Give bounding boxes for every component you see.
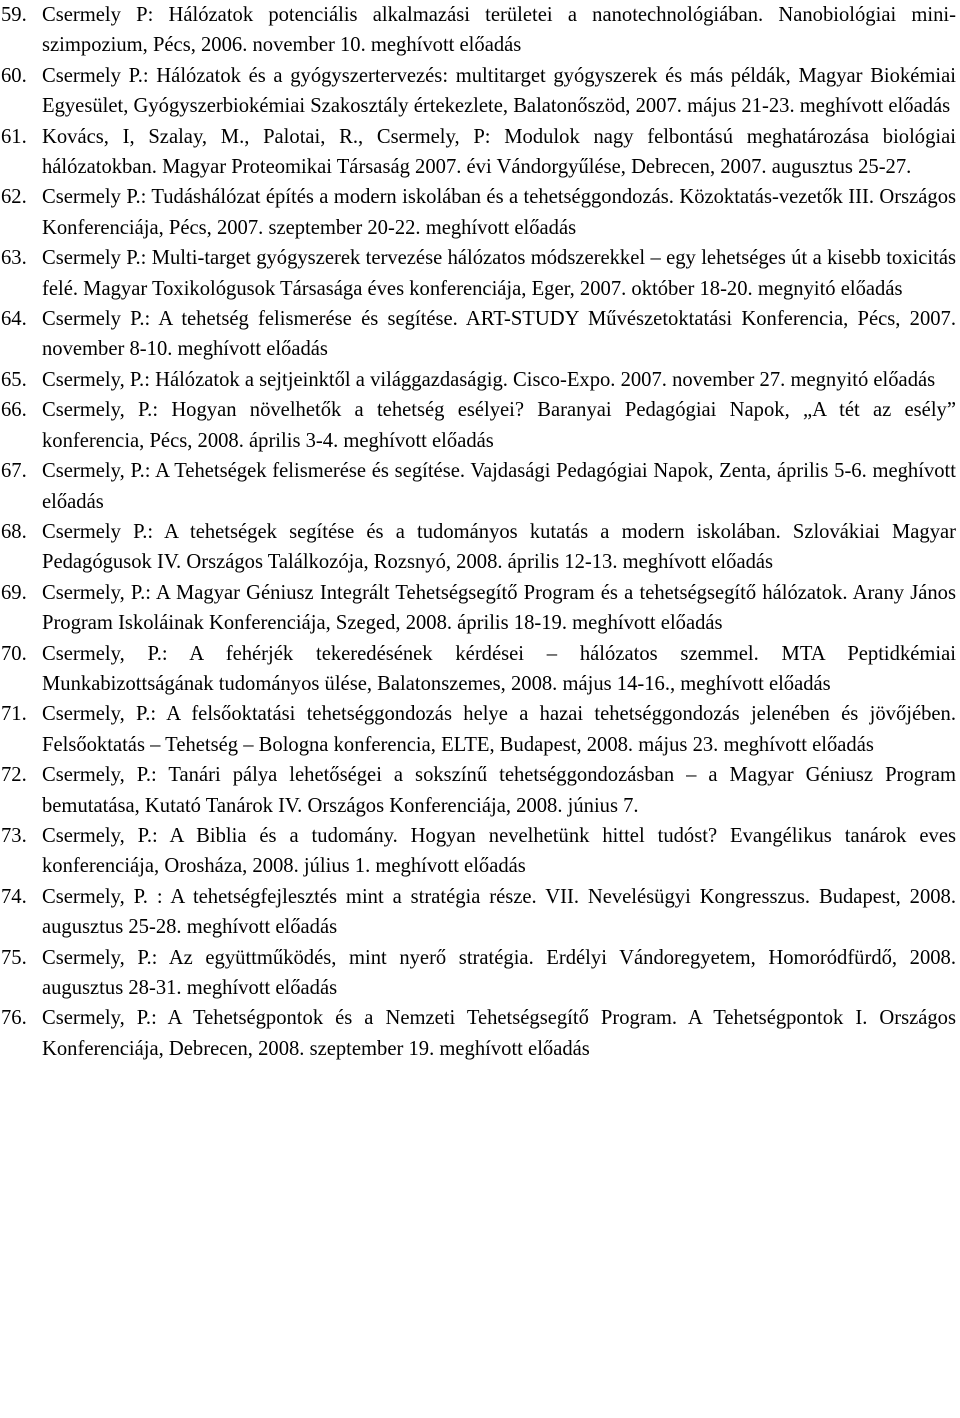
reference-item [0, 1003, 956, 1064]
reference-item [0, 882, 956, 943]
reference-text: Csermely P.: Tudáshálózat építés a modern iskolában és a tehetséggondozás. Közoktatás-vezetők III. Országos Konferenciája, Pécs, 2007. szeptember 20-22. meghívott előadás [42, 186, 956, 239]
reference-text: Csermely, P.: A Magyar Géniusz Integrált Tehetségsegítő Program és a tehetségsegítő hálózatok. Arany János Program Iskoláinak Konferenciája, Szeged, 2008. április 18-19. meghívott előadás [42, 581, 956, 635]
reference-text: Csermely P.: A tehetség felismerése és segítése. ART-STUDY Művészetoktatási Konferencia, Pécs, 2007. november 8-10. meghívott előadás [42, 308, 956, 361]
reference-item [0, 760, 956, 821]
reference-item [0, 122, 956, 183]
reference-item [0, 304, 956, 365]
reference-number: 68. [1, 520, 27, 543]
reference-text: Csermely, P.: Hogyan növelhetők a tehetség esélyei? Baranyai Pedagógiai Napok, „A tét az esély” konferencia, Pécs, 2008. április 3-4. meghívott előadás [42, 399, 956, 452]
reference-number: 72. [1, 764, 27, 787]
reference-item [0, 699, 956, 760]
reference-text: Csermely P.: Multi-target gyógyszerek tervezése hálózatos módszerekkel – egy lehetséges út a kisebb toxicitás felé. Magyar Toxikológusok Társasága éves konferenciája, Eger, 2007. október 18-20. megnyitó előadás [42, 247, 956, 300]
reference-number: 64. [1, 308, 27, 331]
reference-number: 73. [1, 824, 27, 847]
reference-number: 60. [1, 64, 27, 87]
reference-text: Csermely, P.: A felsőoktatási tehetséggondozás helye a hazai tehetséggondozás jelenében és jövőjében. Felsőoktatás – Tehetség – Bologna konferencia, ELTE, Budapest, 2008. május 23. meghívott előadás [42, 703, 956, 756]
reference-text: Csermely P: Hálózatok potenciális alkalmazási területei a nanotechnológiában. Nanobiológiai mini-szimpozium, Pécs, 2006. november 10. meghívott előadás [42, 4, 956, 57]
reference-text: Csermely, P.: Az együttműködés, mint nyerő stratégia. Erdélyi Vándoregyetem, Homoródfürdő, 2008. augusztus 28-31. meghívott előadás [42, 946, 956, 999]
reference-text: Csermely P.: A tehetségek segítése és a tudományos kutatás a modern iskolában. Szlovákiai Magyar Pedagógusok IV. Országos Találkozója, Rozsnyó, 2008. április 12-13. meghívott előadás [42, 520, 956, 574]
reference-text: Kovács, I, Szalay, M., Palotai, R., Csermely, P: Modulok nagy felbontású meghatározása biológiai hálózatokban. Magyar Proteomikai Társaság 2007. évi Vándorgyűlése, Debrecen, 2007. augusztus 25-27. [42, 125, 956, 179]
reference-item [0, 61, 956, 122]
reference-number: 59. [1, 4, 27, 26]
reference-item [0, 639, 956, 700]
reference-number: 62. [1, 186, 27, 209]
reference-text: Csermely, P.: A Tehetségek felismerése és segítése. Vajdasági Pedagógiai Napok, Zenta, április 5-6. meghívott előadás [42, 460, 956, 513]
reference-number: 71. [1, 703, 27, 726]
reference-text: Csermely, P.: A fehérjék tekeredésének kérdései – hálózatos szemmel. MTA Peptidkémiai Munkabizottságának tudományos ülése, Balatonszemes, 2008. május 14-16., meghívott előadás [42, 642, 956, 695]
reference-number: 76. [1, 1007, 27, 1030]
reference-number: 70. [1, 642, 27, 665]
reference-number: 63. [1, 247, 27, 270]
reference-item [0, 517, 956, 578]
reference-number: 67. [1, 460, 27, 483]
reference-text: Csermely, P.: Hálózatok a sejtjeinktől a világgazdaságig. Cisco-Expo. 2007. november 27. megnyitó előadás [42, 368, 936, 391]
reference-item [0, 943, 956, 1004]
reference-number: 61. [1, 125, 27, 148]
reference-number: 66. [1, 399, 27, 422]
reference-number: 75. [1, 946, 27, 969]
reference-text: Csermely, P.: Tanári pálya lehetőségei a sokszínű tehetséggondozásban – a Magyar Géniusz Program bemutatása, Kutató Tanárok IV. Országos Konferenciája, 2008. június 7. [42, 764, 956, 817]
reference-text: Csermely, P.: A Biblia és a tudomány. Hogyan nevelhetünk hittel tudóst? Evangélikus tanárok eves konferenciája, Orosháza, 2008. július 1. meghívott előadás [42, 824, 956, 878]
reference-item [0, 365, 956, 395]
reference-item [0, 456, 956, 517]
reference-item [0, 395, 956, 456]
reference-text: Csermely P.: Hálózatok és a gyógyszertervezés: multitarget gyógyszerek és más példák, Magyar Biokémiai Egyesület, Gyógyszerbiokémiai Szakosztály értekezlete, Balatonőszöd, 2007. május 21-23. meghívott előadás [42, 64, 956, 118]
reference-item [0, 0, 956, 61]
reference-number: 74. [1, 885, 27, 908]
reference-text: Csermely, P. : A tehetségfejlesztés mint a stratégia része. VII. Nevelésügyi Kongresszus. Budapest, 2008. augusztus 25-28. meghívott előadás [42, 885, 956, 939]
reference-item [0, 578, 956, 639]
reference-number: 69. [1, 581, 27, 604]
reference-item [0, 243, 956, 304]
reference-number: 65. [1, 368, 27, 391]
reference-text: Csermely, P.: A Tehetségpontok és a Nemzeti Tehetségsegítő Program. A Tehetségpontok I. Országos Konferenciája, Debrecen, 2008. szeptember 19. meghívott előadás [42, 1007, 956, 1060]
reference-item [0, 182, 956, 243]
reference-item [0, 821, 956, 882]
